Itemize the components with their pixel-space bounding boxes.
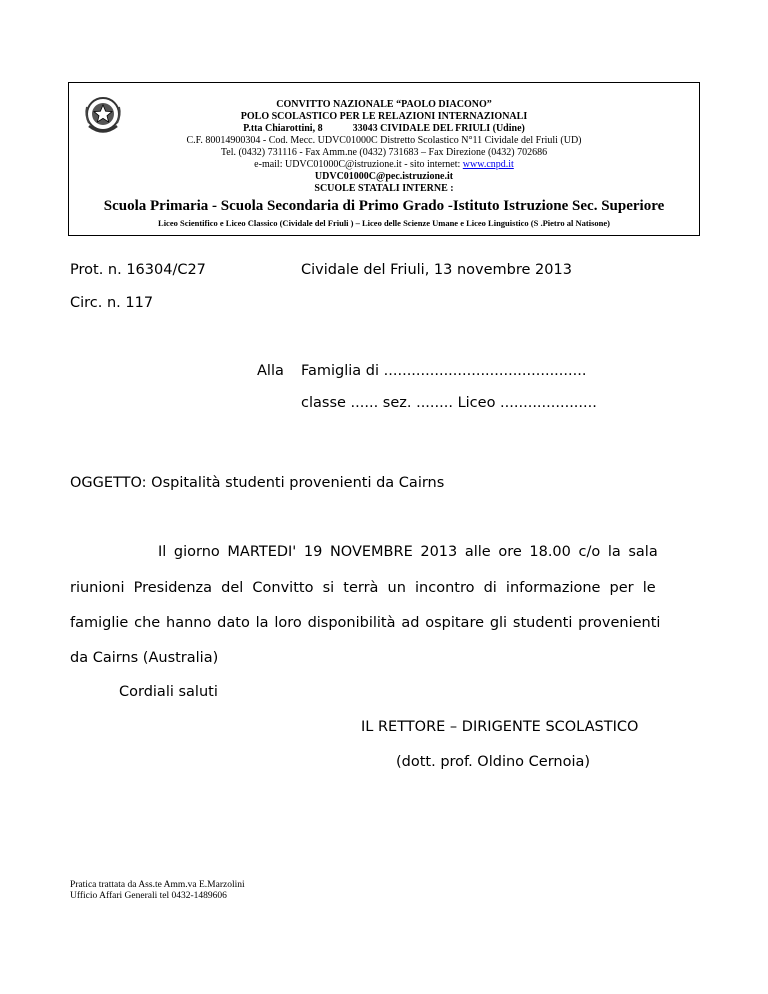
- recipient-family: Famiglia di ............................................: [301, 363, 587, 379]
- recipient-class: classe ...... sez. ........ Liceo .....................: [301, 395, 597, 411]
- street-address: P.tta Chiarottini, 8: [243, 123, 323, 134]
- body-line-3: famiglie che hanno dato la loro disponibilità ad ospitare gli studenti provenienti: [70, 615, 661, 631]
- body-line-1-text: [158, 543, 693, 561]
- school-address: [69, 123, 699, 135]
- body-line-2: riunioni Presidenza del Convitto si terrà un incontro di informazione per le: [70, 580, 656, 596]
- body-text-1: Il giorno MARTEDI' 19 NOVEMBRE 2013 alle ore 18.00 c/o la sala: [158, 544, 658, 560]
- signature-name: (dott. prof. Oldino Cernoia): [396, 754, 591, 770]
- greeting: Cordiali saluti: [119, 684, 218, 700]
- footer-office: Ufficio Affari Generali tel 0432-1489606: [70, 891, 227, 901]
- letterhead: [68, 82, 700, 236]
- subject: OGGETTO: Ospitalità studenti provenienti da Cairns: [70, 475, 445, 491]
- school-pole: POLO SCOLASTICO PER LE RELAZIONI INTERNAZIONALI: [240, 111, 528, 122]
- footer-clerk: Pratica trattata da Ass.te Amm.va E.Marzolini: [70, 880, 245, 890]
- school-name: CONVITTO NAZIONALE “PAOLO DIACONO”: [276, 99, 492, 110]
- email-label: e-mail: UDVC01000C@istruzione.it - sito internet:: [254, 159, 463, 170]
- protocol-number: Prot. n. 16304/C27: [70, 262, 206, 278]
- body-line-1: [158, 543, 693, 561]
- school-phone-fax: Tel. (0432) 731116 - Fax Amm.ne (0432) 731683 – Fax Direzione (0432) 702686: [220, 147, 548, 158]
- school-levels: Scuola Primaria - Scuola Secondaria di Primo Grado -Istituto Istruzione Sec. Superiore: [103, 198, 665, 214]
- internal-schools-label: SCUOLE STATALI INTERNE :: [314, 183, 454, 194]
- school-contacts: [69, 159, 699, 171]
- school-codes: C.F. 80014900304 - Cod. Mecc. UDVC01000C Distretto Scolastico N°11 Cividale del Friuli (UD): [186, 135, 582, 146]
- place-date: Cividale del Friuli, 13 novembre 2013: [301, 262, 572, 278]
- body-line-4: da Cairns (Australia): [70, 650, 219, 666]
- school-licei: Liceo Scientifico e Liceo Classico (Cividale del Friuli ) – Liceo delle Scienze Umane e Liceo Linguistico (S .Pietro al Natisone): [158, 218, 610, 228]
- signature-title: IL RETTORE – DIRIGENTE SCOLASTICO: [361, 719, 639, 735]
- circular-number: Circ. n. 117: [70, 295, 154, 311]
- recipient-label: Alla: [257, 363, 284, 379]
- website-link[interactable]: www.cnpd.it: [462, 159, 514, 170]
- pec-email: UDVC01000C@pec.istruzione.it: [314, 171, 454, 182]
- city-address: 33043 CIVIDALE DEL FRIULI (Udine): [352, 123, 525, 134]
